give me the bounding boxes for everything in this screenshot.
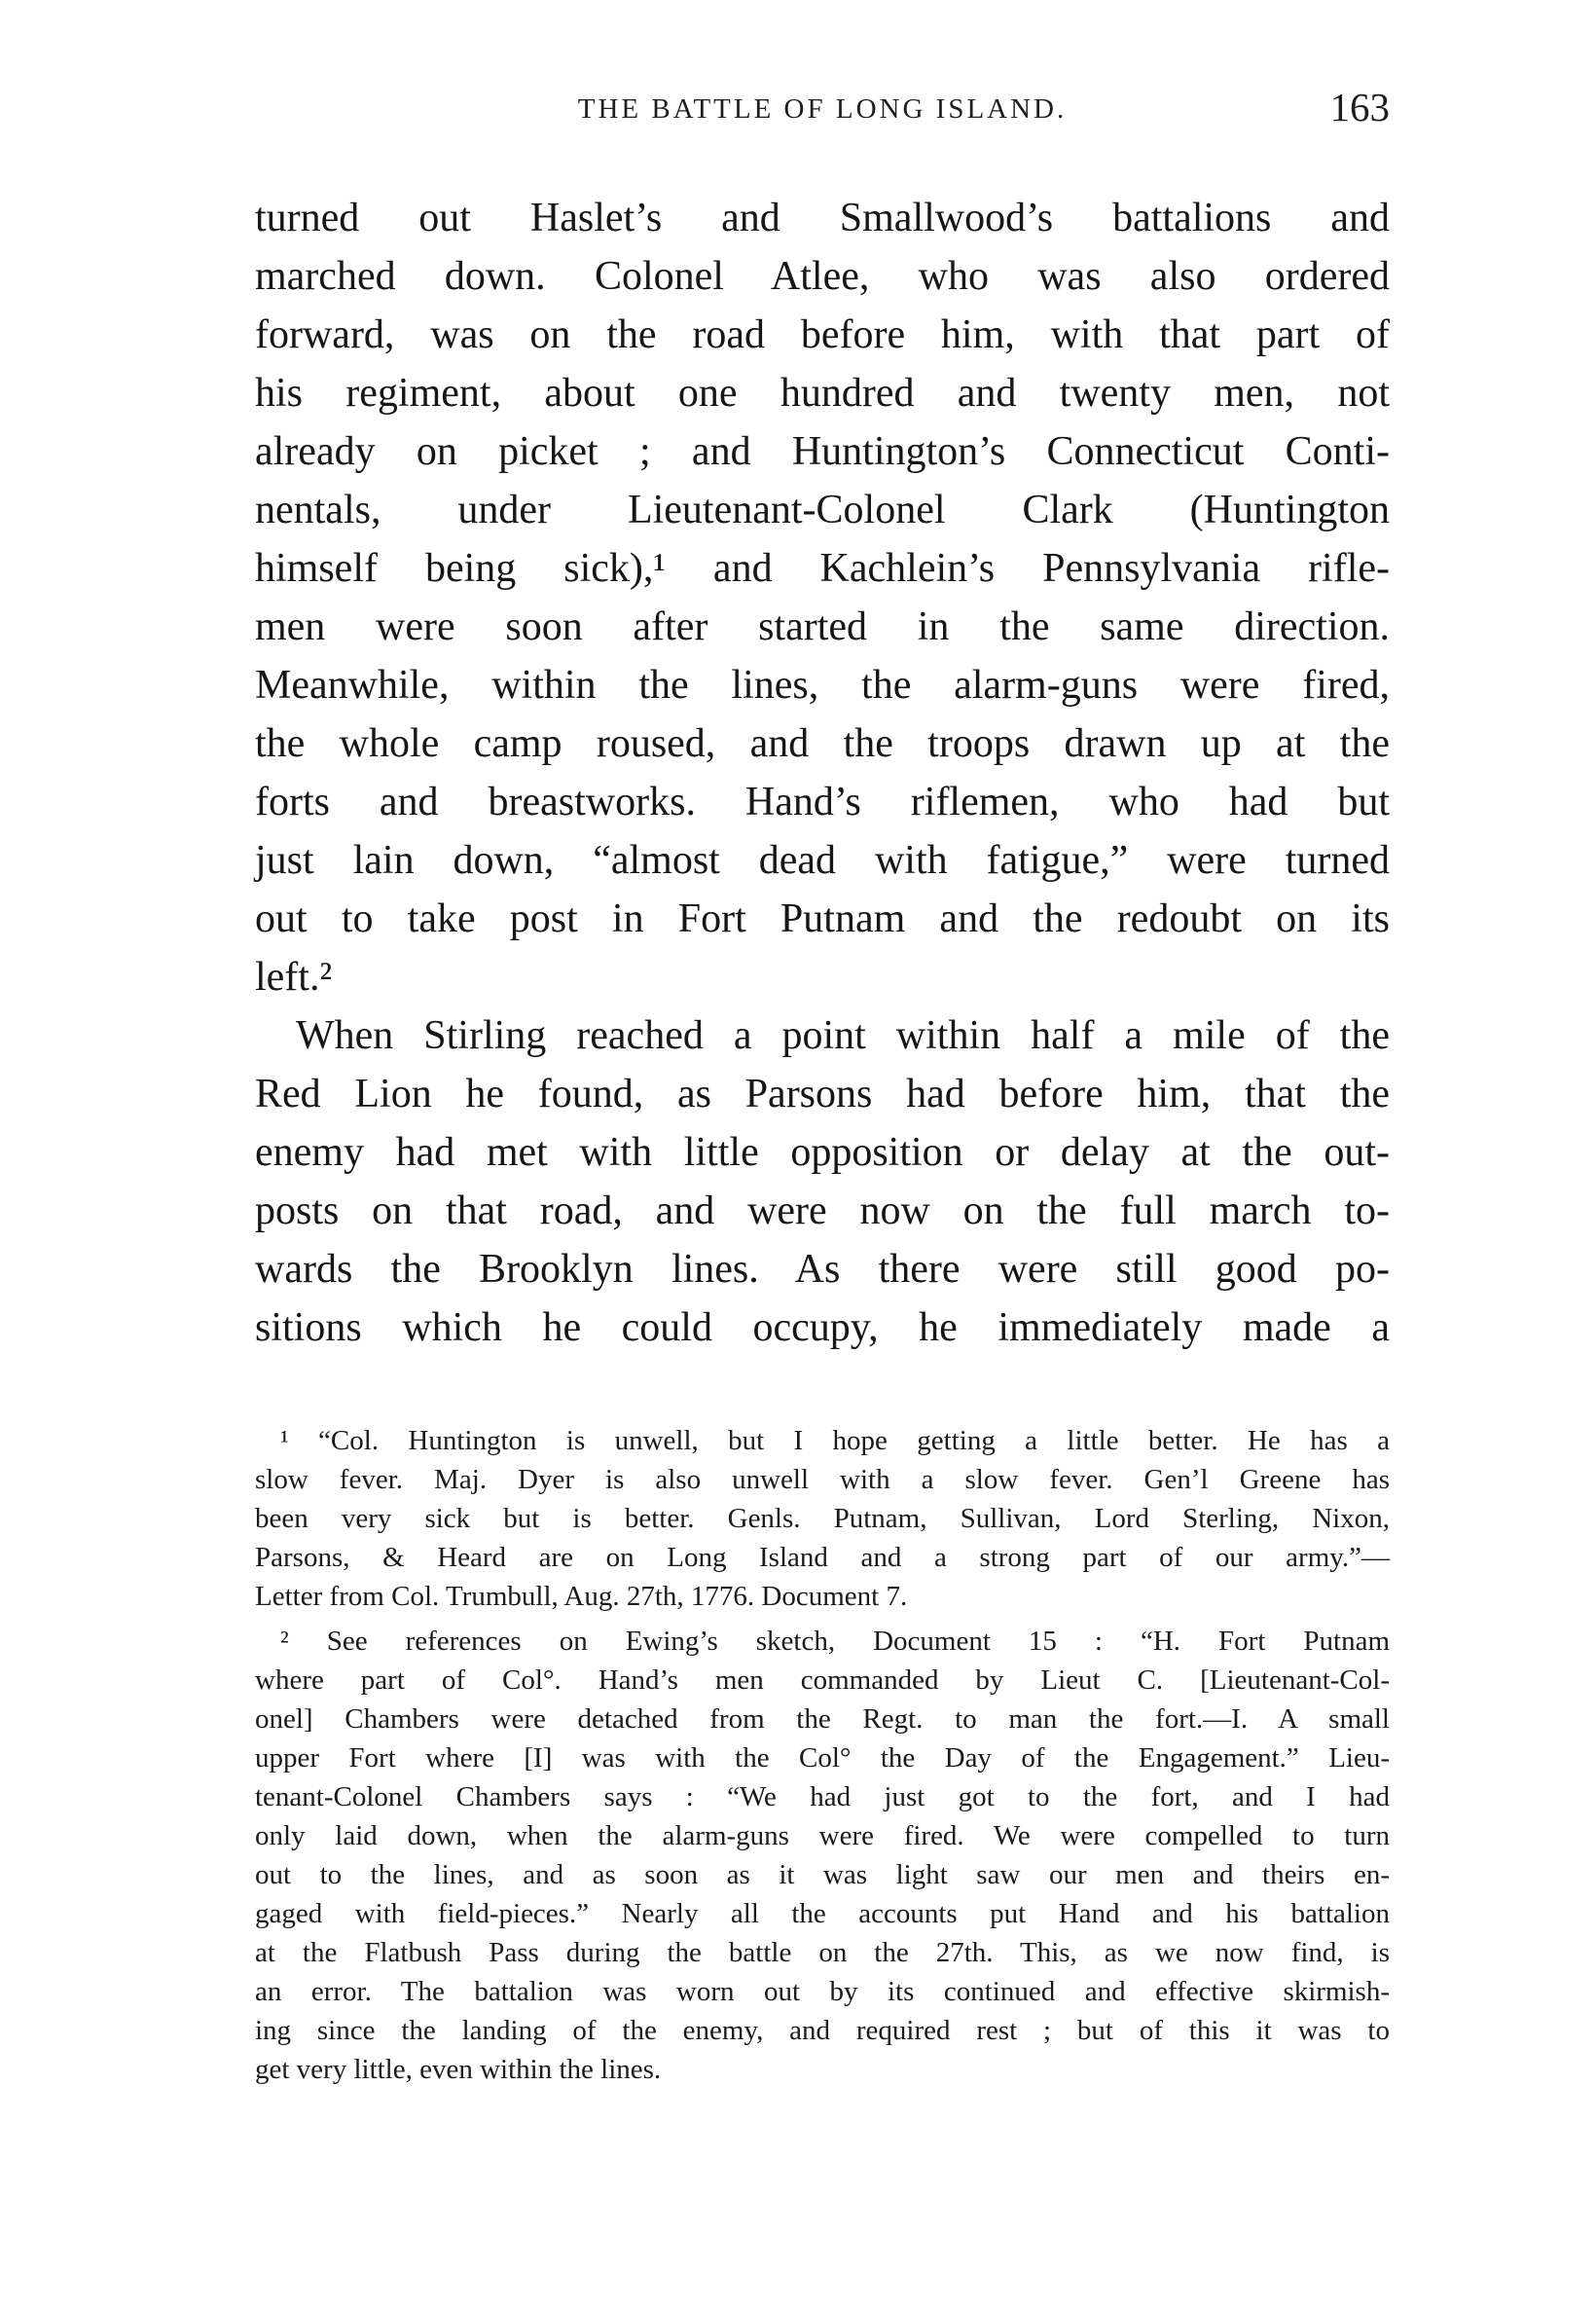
footnote-line: tenant-Colonel Chambers says : “We had just got to the fort, and I had [255,1781,1390,1812]
body-line: wards the Brooklyn lines. As there were still good po- [255,1247,1390,1292]
running-head-title: THE BATTLE OF LONG ISLAND. [577,93,1068,125]
body-line: forward, was on the road before him, with that part of [255,312,1390,357]
footnote-line: onel] Chambers were detached from the Regt. to man the fort.—I. A small [255,1703,1390,1735]
footnote-1 [255,1421,1390,1616]
footnote-line: slow fever. Maj. Dyer is also unwell with a slow fever. Gen’l Greene has [255,1464,1390,1495]
body-line: out to take post in Fort Putnam and the redoubt on its [255,896,1390,941]
body-line: the whole camp roused, and the troops drawn up at the [255,721,1390,766]
body-text [255,189,1390,1357]
footnote-line: an error. The battalion was worn out by its continued and effective skirmish- [255,1976,1390,2007]
body-line: forts and breastworks. Hand’s riflemen, who had but [255,780,1390,824]
body-line: his regiment, about one hundred and twenty men, not [255,371,1390,416]
body-line: When Stirling reached a point within half a mile of the [296,1013,1390,1058]
body-line: just lain down, “almost dead with fatigue,” were turned [255,838,1390,883]
body-line: posts on that road, and were now on the full march to- [255,1189,1390,1233]
book-page [255,84,1390,2089]
running-head [255,84,1390,142]
footnote-2 [255,1622,1390,2089]
footnotes [255,1421,1390,2089]
page-number: 163 [1329,85,1390,129]
body-line: Red Lion he found, as Parsons had before him, that the [255,1072,1390,1116]
footnote-line: Letter from Col. Trumbull, Aug. 27th, 1776. Document 7. [255,1581,908,1612]
footnote-line: ¹ “Col. Huntington is unwell, but I hope getting a little better. He has a [280,1425,1390,1456]
footnote-line: out to the lines, and as soon as it was light saw our men and theirs en- [255,1859,1390,1890]
body-line: sitions which he could occupy, he immediately made a [255,1305,1390,1350]
footnote-line: only laid down, when the alarm-guns were fired. We were compelled to turn [255,1820,1390,1851]
footnote-line: ² See references on Ewing’s sketch, Document 15 : “H. Fort Putnam [280,1626,1390,1657]
footnote-line: where part of Col°. Hand’s men commanded by Lieut C. [Lieutenant-Col- [255,1664,1390,1696]
body-line: nentals, under Lieutenant-Colonel Clark (Huntington [255,488,1390,532]
footnote-line: gaged with field-pieces.” Nearly all the accounts put Hand and his battalion [255,1898,1390,1929]
footnote-line: at the Flatbush Pass during the battle on the 27th. This, as we now find, is [255,1937,1390,1968]
body-line: himself being sick),¹ and Kachlein’s Pennsylvania rifle- [255,546,1390,591]
body-line: men were soon after started in the same direction. [255,604,1390,649]
footnote-line: been very sick but is better. Genls. Putnam, Sullivan, Lord Sterling, Nixon, [255,1503,1390,1534]
body-line: turned out Haslet’s and Smallwood’s battalions and [255,196,1390,240]
footnote-line: get very little, even within the lines. [255,2054,662,2085]
body-line: already on picket ; and Huntington’s Connecticut Conti- [255,429,1390,474]
body-line: enemy had met with little opposition or delay at the out- [255,1130,1390,1175]
footnote-line: ing since the landing of the enemy, and required rest ; but of this it was to [255,2015,1390,2046]
body-line: marched down. Colonel Atlee, who was also ordered [255,254,1390,299]
body-line: Meanwhile, within the lines, the alarm-guns were fired, [255,663,1390,708]
body-line: left.² [255,955,333,1000]
footnote-line: Parsons, & Heard are on Long Island and a strong part of our army.”— [255,1542,1390,1573]
footnote-line: upper Fort where [I] was with the Col° the Day of the Engagement.” Lieu- [255,1742,1390,1774]
